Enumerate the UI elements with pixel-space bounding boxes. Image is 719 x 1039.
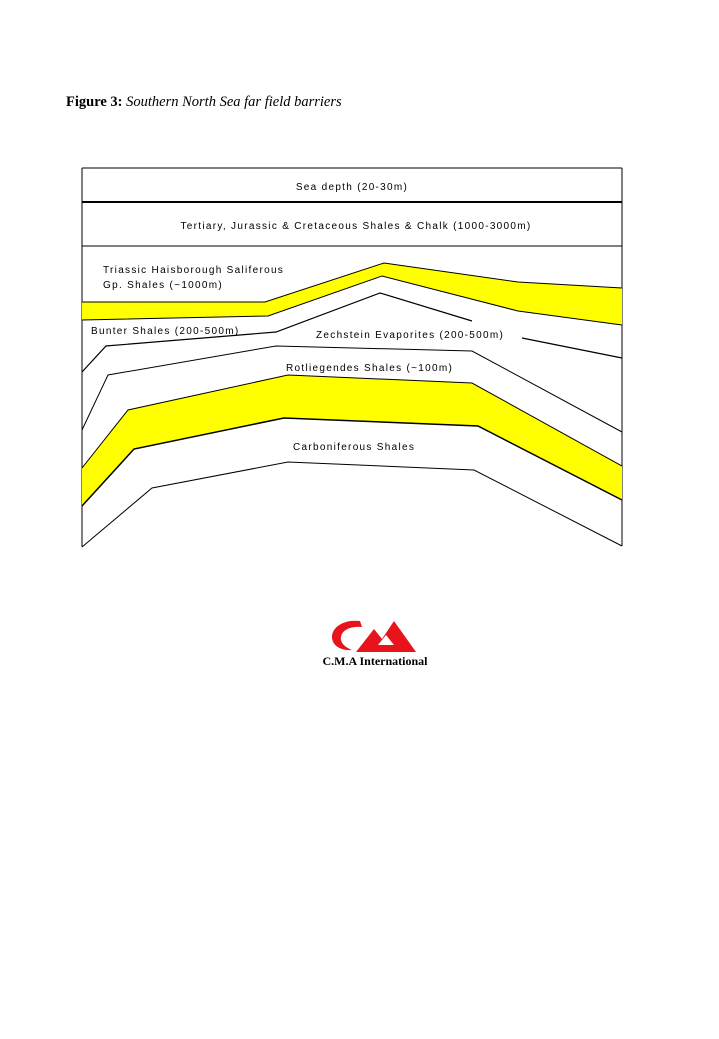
figure-title: Southern North Sea far field barriers: [126, 94, 342, 110]
zechstein-right-line: [522, 338, 622, 358]
label-triassic-line2: Gp. Shales (~1000m): [103, 280, 224, 291]
figure-label: Figure 3:: [66, 94, 123, 110]
label-zechstein: Zechstein Evaporites (200-500m): [316, 330, 505, 341]
label-triassic-line1: Triassic Haisborough Saliferous: [103, 265, 285, 276]
label-tertiary: Tertiary, Jurassic & Cretaceous Shales & Chalk (1000-3000m): [180, 221, 532, 232]
carboniferous-bottom-line: [82, 462, 622, 547]
label-sea-depth: Sea depth (20-30m): [295, 182, 409, 193]
label-carboniferous: Carboniferous Shales: [293, 442, 416, 453]
cma-logo-icon: [330, 617, 420, 655]
label-bunter: Bunter Shales (200-500m): [91, 326, 240, 337]
logo-company-name: C.M.A International: [322, 654, 428, 668]
label-rotliegendes: Rotliegendes Shales (~100m): [286, 363, 454, 374]
